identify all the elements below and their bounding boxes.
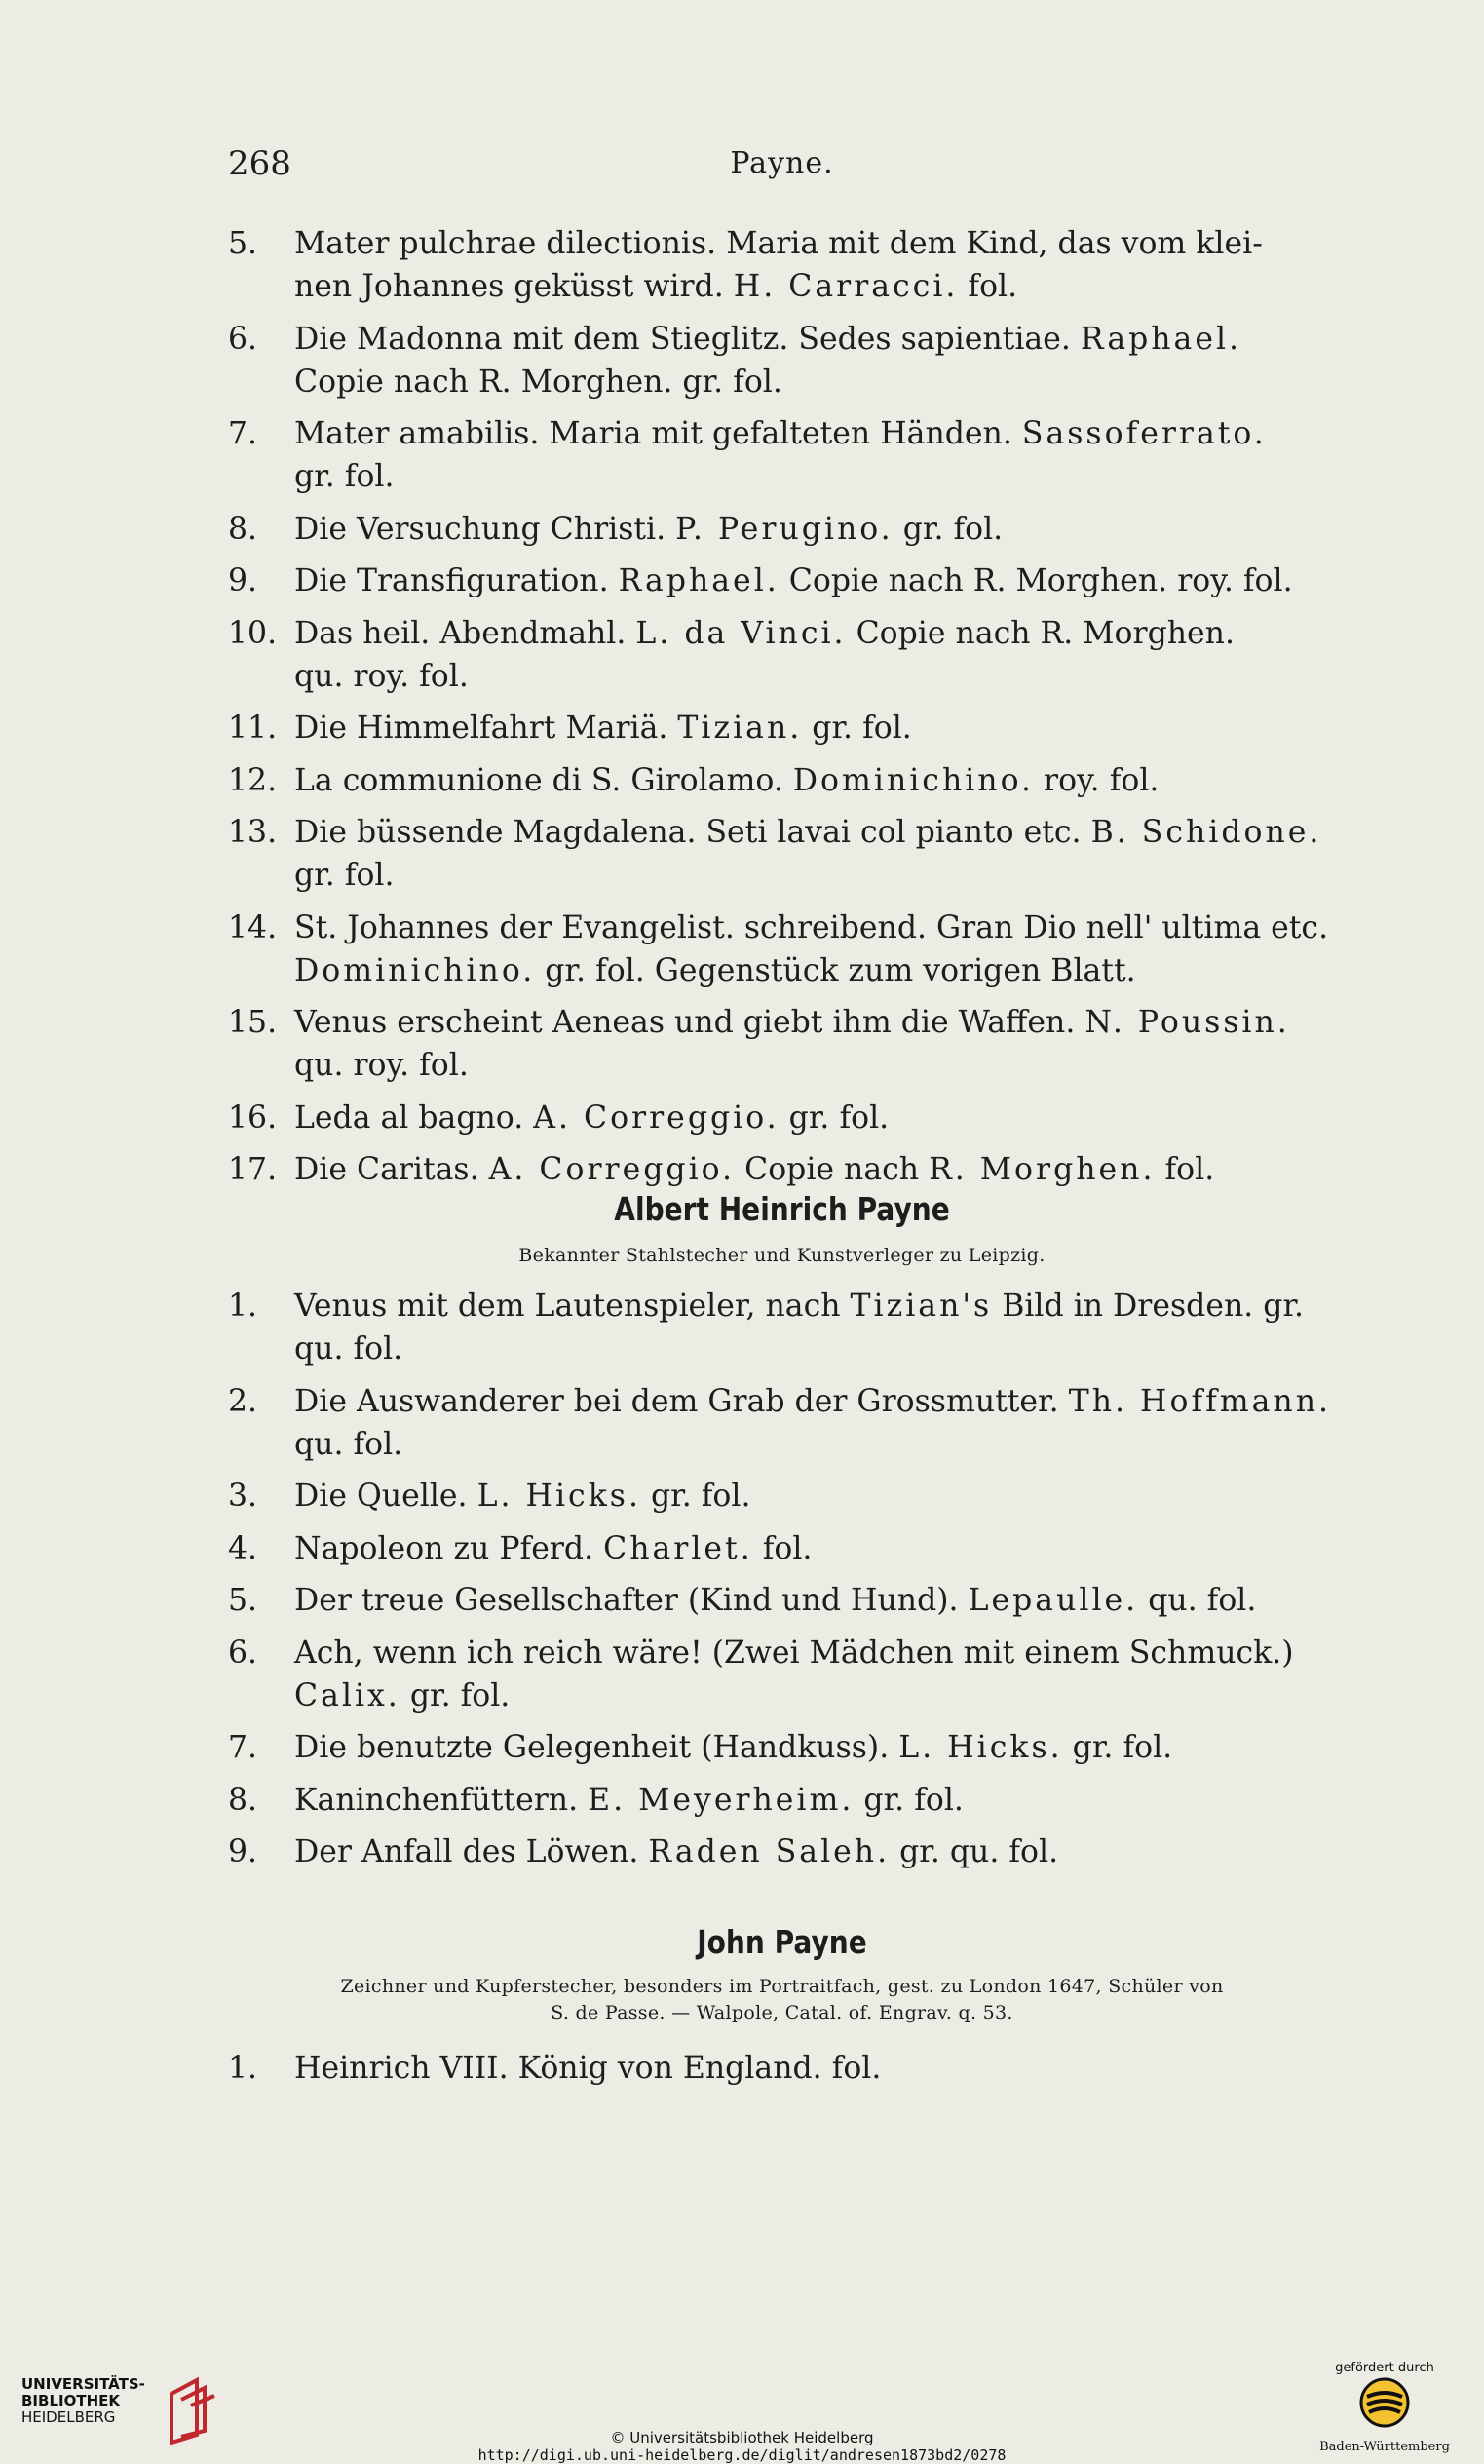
entry-artist: Th. Hoffmann. [1068, 1383, 1332, 1419]
entry-number: 3. [228, 1479, 258, 1514]
entry-text: Kaninchenfüttern. [294, 1782, 589, 1818]
entry-text: Ach, wenn ich reich wäre! (Zwei Mädchen mit einem Schmuck.) [294, 1635, 1294, 1671]
catalog-entry [228, 318, 1336, 404]
entry-number: 1. [228, 1289, 258, 1324]
entry-number: 16. [228, 1099, 278, 1136]
entry-text: gr. fol. [893, 511, 1004, 547]
entry-artist: Dominichino. [294, 952, 536, 988]
section-heading-albert-heinrich-payne: Albert Heinrich Payne [614, 1190, 950, 1228]
page-number: 268 [228, 144, 291, 183]
entry-artist: H. Carracci. [733, 269, 959, 304]
copyright-text: © Universitätsbibliothek Heidelberg [610, 2429, 874, 2446]
entry-text: gr. qu. fol. [890, 1834, 1059, 1869]
library-logo[interactable] [21, 2376, 145, 2426]
entry-artist: L. Hicks. [898, 1730, 1063, 1765]
entry-text: gr. fol. [854, 1782, 964, 1818]
baden-wuerttemberg-crest-icon [1357, 2375, 1412, 2430]
entry-artist: E. Meyerheim. [588, 1782, 855, 1818]
entry-text: gr. fol. [640, 1479, 751, 1514]
library-name-line: UNIVERSITÄTS- [21, 2375, 145, 2393]
entry-number: 12. [228, 762, 278, 798]
sponsor-name: Baden-Württemberg [1319, 2440, 1450, 2454]
entry-text: gr. fol. [1062, 1730, 1173, 1765]
entry-text: Die büssende Magdalena. Seti lavai col pianto etc. [294, 815, 1091, 850]
entry-text: gr. fol. [802, 711, 912, 746]
entry-artist: A. Correggio. [533, 1099, 780, 1136]
catalog-entry [228, 1779, 1336, 1822]
entry-artist: Sassoferrato. [1021, 416, 1267, 451]
entry-text: St. Johannes der Evangelist. schreibend. Gran Dio nell' ultima etc. [294, 909, 1329, 945]
page-footer [0, 2349, 1484, 2464]
catalog-list-albert-heinrich-payne [228, 1285, 1336, 1883]
entry-text: Die Madonna mit dem Stieglitz. Sedes sapientiae. [294, 321, 1081, 357]
entry-artist: Raden Saleh. [648, 1834, 891, 1869]
entry-number: 7. [228, 416, 258, 451]
library-name-line: BIBLIOTHEK [21, 2392, 120, 2409]
entry-number: 2. [228, 1383, 258, 1419]
entry-number: 6. [228, 321, 258, 357]
catalog-entry [228, 612, 1336, 698]
entry-text: Die benutzte Gelegenheit (Handkuss). [294, 1730, 899, 1765]
permalink-url[interactable]: http://digi.ub.uni-heidelberg.de/diglit/andresen1873bd2/0278 [477, 2446, 1007, 2464]
entry-text: nen Johannes geküsst wird. [294, 269, 734, 304]
catalog-entry [228, 1285, 1336, 1370]
entry-number: 15. [228, 1005, 278, 1040]
entry-artist: Raphael. [1080, 321, 1242, 357]
entry-number: 9. [228, 563, 258, 598]
entry-text: Copie nach [735, 1152, 930, 1187]
entry-text: Bild in Dresden. gr. [992, 1289, 1305, 1324]
entry-artist: A. Correggio. [488, 1152, 736, 1187]
entry-text: gr. fol. [294, 459, 395, 494]
subtitle-line: S. de Passe. — Walpole, Catal. of. Engrav. q. 53. [551, 2002, 1013, 2023]
entry-text: Napoleon zu Pferd. [294, 1530, 604, 1566]
entry-number: 6. [228, 1635, 258, 1671]
entry-number: 9. [228, 1834, 258, 1869]
entry-number: 13. [228, 815, 278, 850]
entry-text: Das heil. Abendmahl. [294, 615, 636, 651]
entry-artist: N. Poussin. [1084, 1005, 1290, 1040]
entry-number: 17. [228, 1152, 278, 1187]
entry-text: qu. fol. [294, 1331, 403, 1367]
catalog-entry [228, 508, 1336, 551]
entry-number: 11. [228, 711, 278, 746]
entry-number: 1. [228, 2051, 258, 2086]
catalog-entry [228, 1632, 1336, 1717]
entry-text: Copie nach R. Morghen. [846, 615, 1235, 651]
sponsor-label: gefördert durch [1335, 2361, 1434, 2375]
catalog-entry [228, 1527, 1336, 1570]
catalog-entry [228, 1475, 1336, 1518]
entry-number: 14. [228, 909, 278, 945]
entry-text: Mater amabilis. Maria mit gefalteten Händen. [294, 416, 1022, 451]
entry-text: Copie nach R. Morghen. gr. fol. [294, 364, 782, 400]
entry-artist: L. da Vinci. [635, 615, 847, 651]
entry-text: gr. fol. [294, 858, 395, 893]
entry-text: gr. fol. [400, 1677, 511, 1713]
entry-artist: R. Morghen. [929, 1152, 1156, 1187]
entry-text: Die Transfiguration. [294, 563, 619, 598]
entry-text: Venus erscheint Aeneas und giebt ihm die Waffen. [294, 1005, 1085, 1040]
catalog-entry [228, 707, 1336, 750]
entry-text: Der treue Gesellschafter (Kind und Hund). [294, 1583, 969, 1618]
entry-number: 10. [228, 615, 278, 651]
catalog-entry [228, 906, 1336, 992]
catalog-entry [228, 412, 1336, 498]
catalog-entry [228, 811, 1336, 897]
page-header [228, 144, 1336, 193]
entry-number: 7. [228, 1730, 258, 1765]
entry-artist: B. Schidone. [1090, 815, 1322, 850]
catalog-entry [228, 222, 1336, 308]
entry-text: Der Anfall des Löwen. [294, 1834, 649, 1869]
catalog-entry [228, 1001, 1336, 1087]
catalog-list-payne [228, 222, 1336, 1201]
entry-artist: Lepaulle. [968, 1583, 1139, 1618]
entry-artist: Calix. [294, 1677, 400, 1713]
entry-text: Copie nach R. Morghen. roy. fol. [779, 563, 1293, 598]
entry-artist: Raphael. [618, 563, 780, 598]
entry-text: fol. [958, 269, 1018, 304]
entry-text: Venus mit dem Lautenspieler, nach [294, 1289, 851, 1324]
sponsor-block [1307, 2361, 1463, 2454]
entry-text: qu. roy. fol. [294, 1048, 469, 1083]
entry-artist: Charlet. [603, 1530, 753, 1566]
entry-text: gr. fol. Gegenstück zum vorigen Blatt. [535, 952, 1136, 988]
entry-text: gr. fol. [779, 1099, 890, 1136]
entry-artist: Tizian. [677, 711, 803, 746]
entry-text: Heinrich VIII. König von England. fol. [294, 2051, 882, 2086]
entry-text: qu. fol. [1138, 1583, 1257, 1618]
entry-text: La communione di S. Girolamo. [294, 762, 793, 798]
entry-text: qu. fol. [294, 1426, 403, 1462]
entry-text: Die Quelle. [294, 1479, 477, 1514]
subtitle-line: Zeichner und Kupferstecher, besonders im Portraitfach, gest. zu London 1647, Schüler von [340, 1976, 1224, 1997]
entry-number: 5. [228, 226, 258, 261]
entry-number: 4. [228, 1530, 258, 1566]
catalog-entry [228, 759, 1336, 802]
catalog-entry [228, 1830, 1336, 1873]
catalog-entry [228, 1148, 1336, 1191]
entry-text: Leda al bagno. [294, 1099, 534, 1136]
catalog-entry [228, 1380, 1336, 1466]
section-subtitle-john-payne [228, 1974, 1336, 2026]
catalog-entry [228, 2047, 1336, 2090]
section-heading-john-payne: John Payne [697, 1923, 867, 1961]
catalog-entry [228, 1579, 1336, 1622]
running-title: Payne. [730, 146, 834, 180]
entry-text: roy. fol. [1034, 762, 1160, 798]
entry-artist: L. Hicks. [476, 1479, 641, 1514]
entry-text: Mater pulchrae dilectionis. Maria mit dem Kind, das vom klei- [294, 226, 1263, 261]
entry-artist: Tizian's [850, 1289, 993, 1324]
entry-number: 8. [228, 1782, 258, 1818]
section-subtitle-albert-heinrich-payne: Bekannter Stahlstecher und Kunstverleger zu Leipzig. [518, 1245, 1046, 1266]
entry-artist: Dominichino. [792, 762, 1035, 798]
entry-text: Die Caritas. [294, 1152, 489, 1187]
entry-number: 5. [228, 1583, 258, 1618]
entry-text: qu. roy. fol. [294, 658, 469, 694]
entry-text: fol. [1155, 1152, 1215, 1187]
library-name-line: HEIDELBERG [21, 2408, 116, 2426]
entry-text: Die Auswanderer bei dem Grab der Grossmutter. [294, 1383, 1069, 1419]
catalog-entry [228, 1097, 1336, 1139]
entry-text: fol. [752, 1530, 813, 1566]
catalog-entry [228, 1726, 1336, 1769]
catalog-entry [228, 559, 1336, 602]
entry-text: Die Himmelfahrt Mariä. [294, 711, 678, 746]
entry-artist: P. Perugino. [675, 511, 894, 547]
entry-number: 8. [228, 511, 258, 547]
entry-text: Die Versuchung Christi. [294, 511, 676, 547]
catalog-list-john-payne [228, 2047, 1336, 2099]
